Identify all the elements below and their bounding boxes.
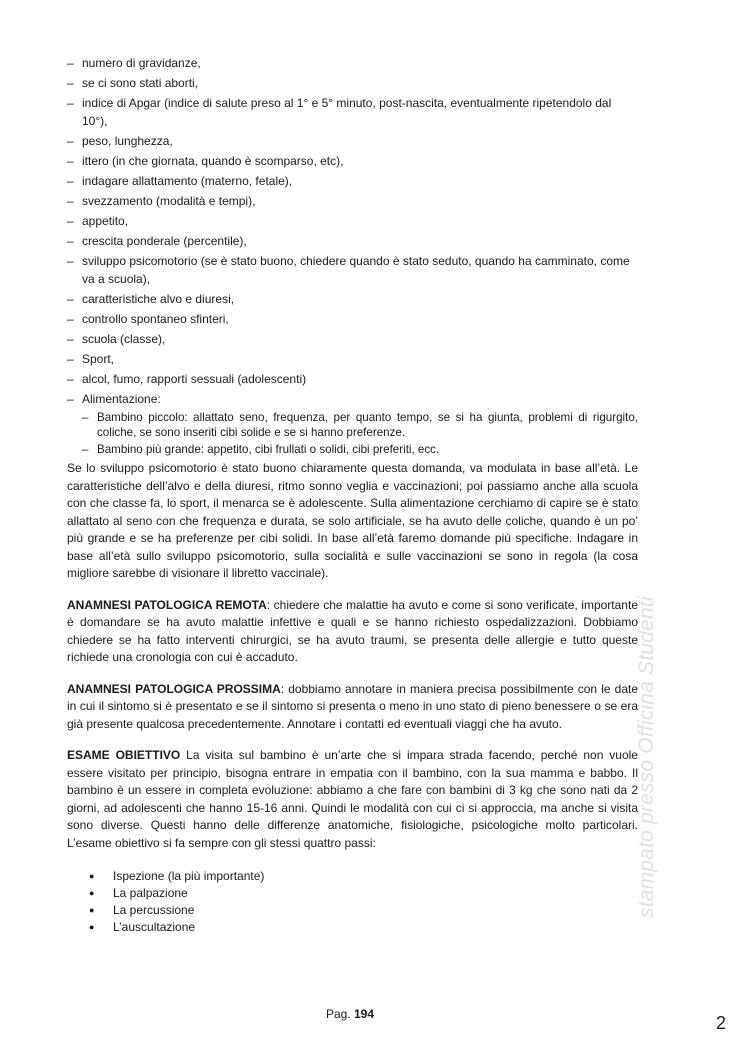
document-page bbox=[67, 55, 638, 936]
list-item-label: Alimentazione: bbox=[82, 392, 161, 407]
section-heading: ANAMNESI PATOLOGICA REMOTA bbox=[67, 597, 267, 612]
list-item: ● Ispezione (la più importante) bbox=[89, 868, 638, 885]
list-item: ● La palpazione bbox=[89, 885, 638, 902]
history-checklist bbox=[67, 55, 638, 457]
corner-page-number: 2 bbox=[715, 1013, 726, 1033]
paragraph-text: La visita sul bambino è un’arte che si impara strada facendo, perché non vuole essere visitato per principio, bisogna entrare in empatia con il bambino, con la sua mamma e babbo. Il bambino è un essere in completa evoluzione: abbiamo a che fare con bambini di 3 kg che sono nati da 2 giorni, ad adolescenti che hanno 15-16 anni. Quindi le modalità con cui ci si approccia, ma anche si visita sono diverse. Questi hanno delle differenze anatomiche, fisiologiche, psicologiche molto particolari. L’esame obiettivo si fa sempre con gli stessi quattro passi: bbox=[67, 748, 638, 850]
list-item: – crescita ponderale (percentile), bbox=[67, 233, 638, 251]
sub-list-item: – Bambino piccolo: allattato seno, frequenza, per quanto tempo, se si ha giunta, problemi di rigurgito, coliche, se sono inseriti cibi solide e se si hanno preferenze. bbox=[82, 410, 638, 441]
list-item: – ittero (in che giornata, quando è scomparso, etc), bbox=[67, 153, 638, 171]
list-item: – numero di gravidanze, bbox=[67, 55, 638, 73]
section-heading: ANAMNESI PATOLOGICA PROSSIMA bbox=[67, 681, 281, 696]
present-history-paragraph bbox=[67, 681, 638, 734]
remote-history-paragraph bbox=[67, 597, 638, 667]
sub-list-item: – Bambino più grande: appetito, cibi frullati o solidi, cibi preferiti, ecc. bbox=[82, 442, 638, 458]
list-item: – alcol, fumo, rapporti sessuali (adolescenti) bbox=[67, 371, 638, 389]
watermark: stampato presso Officina Studenti bbox=[635, 596, 658, 918]
page-number: 194 bbox=[354, 1007, 375, 1021]
list-item: ● La percussione bbox=[89, 902, 638, 919]
exam-steps-list bbox=[89, 868, 638, 936]
list-item: – scuola (classe), bbox=[67, 331, 638, 349]
list-item: – peso, lunghezza, bbox=[67, 133, 638, 151]
list-item: – Sport, bbox=[67, 351, 638, 369]
list-item: – appetito, bbox=[67, 213, 638, 231]
paragraph-text: : chiedere che malattie ha avuto e come si sono verificate, importante è domandare se ha avuto malattie infettive e quali e se hanno richiesto ospedalizzazioni. Dobbiamo chiedere se ha fatto interventi chirurgici, se ha avuto traumi, se presenta delle allergie e tutto queste richiede una cronologia con cui è accaduto. bbox=[67, 597, 638, 664]
list-item: – sviluppo psicomotorio (se è stato buono, chiedere quando è stato seduto, quando ha camminato, come va a scuola), bbox=[67, 253, 638, 288]
intro-paragraph: Se lo sviluppo psicomotorio è stato buono chiaramente questa domanda, va modulata in base all’età. Le caratteristiche dell’alvo e della diuresi, ritmo sonno veglia e vaccinazioni; poi passiamo anche alla scuola con che classe fa, lo sport, il menarca se è adolescente. Sulla alimentazione cerchiamo di capire se è stato allattato al seno con che frequenza e durata, se solo artificiale, se ha avuto delle coliche, quando è un po’ più grande e se ha preferenze per cibi solidi. In base all’età faremo domande più specifiche. Indagare in base all’età sullo sviluppo psicomotorio, sulla socialità e sulle vaccinazioni se sono in regola (la cosa migliore sarebbe di visionare il libretto vaccinale). bbox=[67, 461, 638, 580]
paragraph-text: : dobbiamo annotare in maniera precisa possibilmente con le date in cui il sintomo si è presentato e se il sintomo si presenta o meno in uno stato di pieno benessere o se era già presente qualcosa precedentemente. Annotare i contatti ed eventuali viaggi che ha avuto. bbox=[67, 681, 638, 731]
list-item: ● L’auscultazione bbox=[89, 919, 638, 936]
list-item: – indice di Apgar (indice di salute preso al 1° e 5° minuto, post-nascita, eventualmente ripetendolo dal 10°), bbox=[67, 95, 638, 130]
list-item: – svezzamento (modalità e tempi), bbox=[67, 193, 638, 211]
page-footer bbox=[0, 1007, 700, 1021]
list-item: – indagare allattamento (materno, fetale), bbox=[67, 173, 638, 191]
page-label: Pag. bbox=[325, 1007, 351, 1021]
physical-exam-paragraph bbox=[67, 747, 638, 852]
list-item: – controllo spontaneo sfinteri, bbox=[67, 311, 638, 329]
section-heading: ESAME OBIETTIVO bbox=[67, 748, 181, 762]
list-item: – se ci sono stati aborti, bbox=[67, 75, 638, 93]
list-item-alimentazione bbox=[67, 391, 638, 457]
list-item: – caratteristiche alvo e diuresi, bbox=[67, 291, 638, 309]
feeding-sublist bbox=[82, 410, 638, 458]
